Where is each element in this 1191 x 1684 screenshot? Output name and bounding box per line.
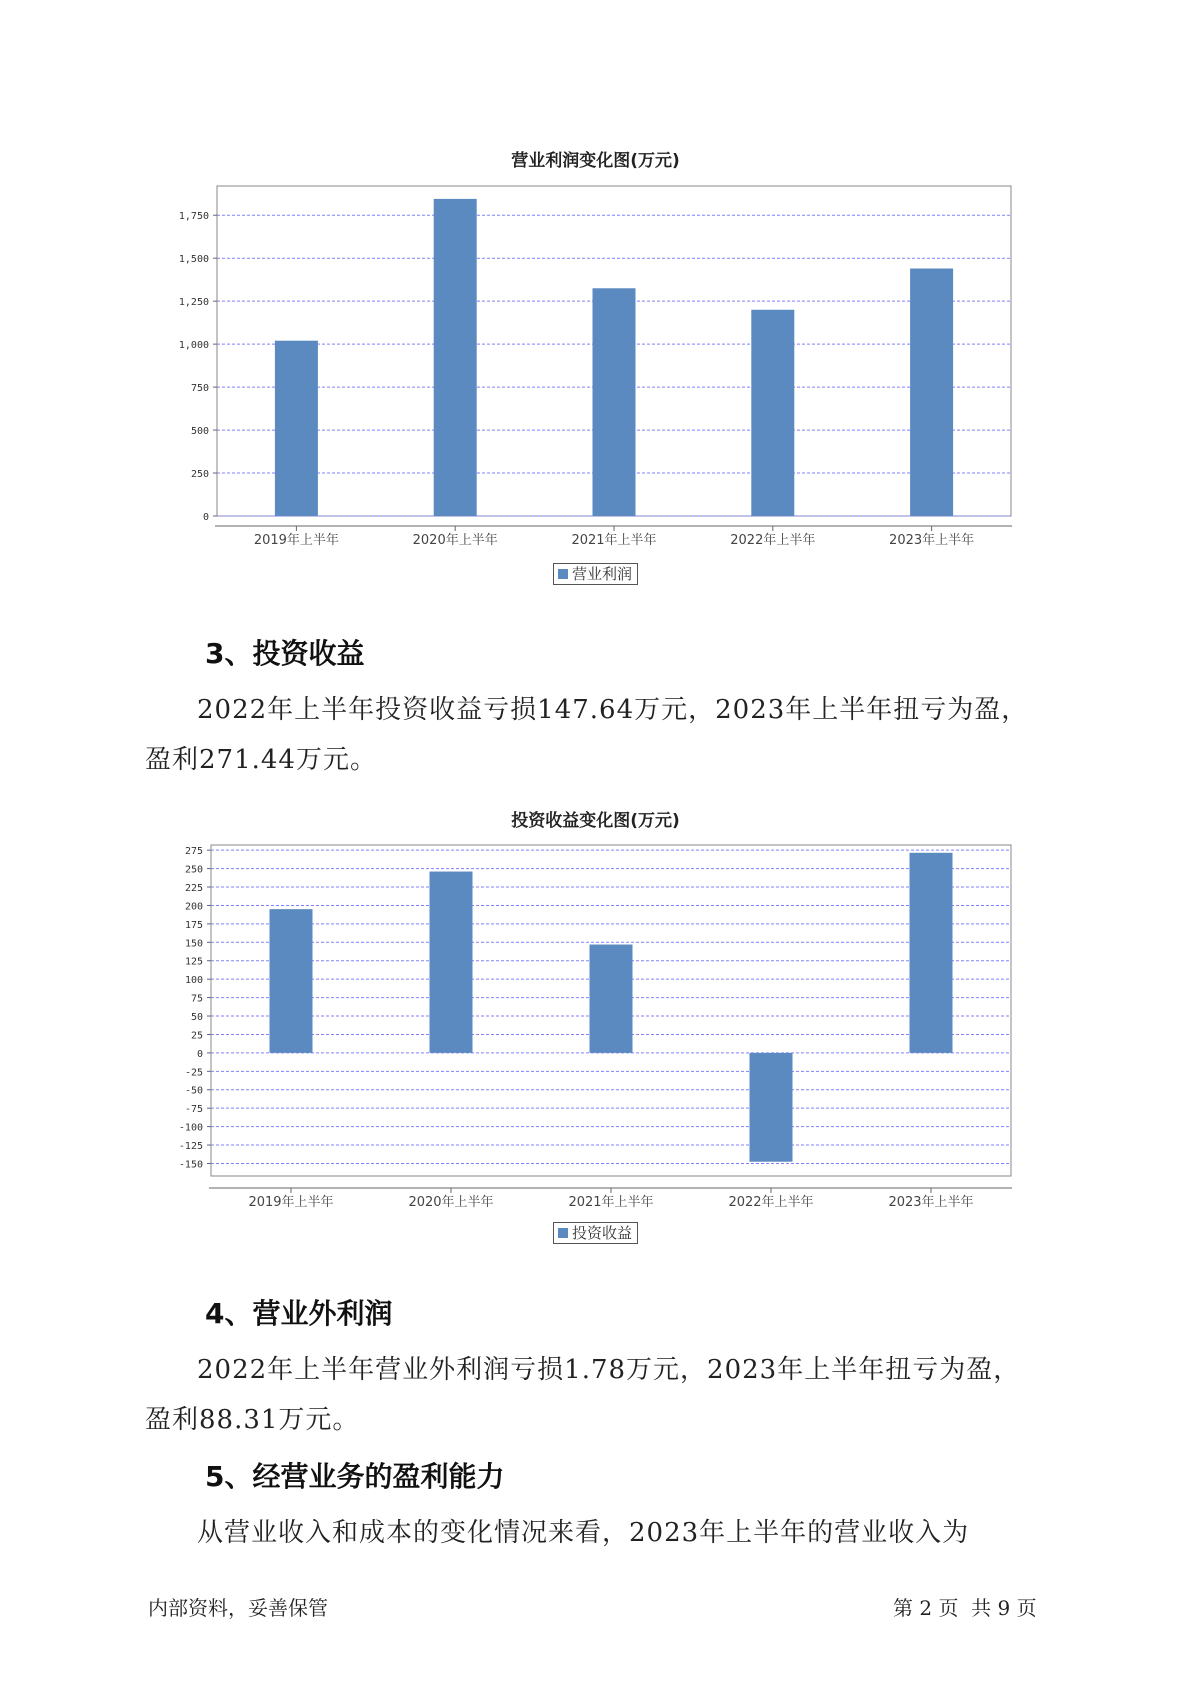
- chart2-ytick-label: 50: [190, 1012, 203, 1024]
- section-5-heading: 5、经营业务的盈利能力: [205, 1460, 505, 1493]
- chart2-bar: [910, 853, 953, 1053]
- chart2-xtick-label: 2020年上半年: [408, 1195, 494, 1210]
- chart2-legend[interactable]: [553, 1222, 638, 1244]
- section-3-paragraph: 2022年上半年投资收益亏损147.64万元，2023年上半年扭亏为盈，盈利271.44万元。: [145, 695, 1029, 775]
- chart2-ytick-label: 225: [184, 883, 203, 895]
- chart1-xtick-label: 2019年上半年: [253, 533, 339, 548]
- chart2-ytick-label: 0: [196, 1048, 203, 1060]
- chart2-ytick-label: -25: [184, 1067, 203, 1079]
- section-5-paragraph: 从营业收入和成本的变化情况来看，2023年上半年的营业收入为: [197, 1518, 970, 1548]
- section-3-heading: 3、投资收益: [205, 637, 365, 670]
- chart2-ytick-label: 125: [184, 956, 203, 968]
- chart2-ytick-label: -50: [184, 1085, 203, 1097]
- footer-left: 内部资料，妥善保管: [148, 1596, 328, 1620]
- chart1-ytick-label: 0: [202, 512, 209, 523]
- chart1-xtick-label: 2021年上半年: [571, 533, 657, 548]
- chart2-xtick-label: 2019年上半年: [248, 1195, 334, 1210]
- chart1-title: 营业利润变化图(万元): [511, 151, 680, 171]
- chart2-ytick-label: 250: [184, 864, 203, 876]
- chart1-ytick-label: 1,000: [178, 340, 209, 352]
- chart1-legend-label: 营业利润: [572, 565, 633, 583]
- chart2-ytick-label: 175: [184, 919, 203, 931]
- chart2-ytick-label: 25: [190, 1030, 203, 1042]
- chart2-ytick-label: 200: [184, 901, 203, 913]
- section-4-heading: 4、营业外利润: [205, 1297, 393, 1330]
- chart2-bar: [750, 1053, 793, 1162]
- chart2-ytick-label: 150: [184, 938, 203, 950]
- chart2-ytick-label: 75: [190, 993, 203, 1005]
- chart2-xtick-label: 2022年上半年: [728, 1195, 814, 1210]
- section-4-paragraph: 2022年上半年营业外利润亏损1.78万元，2023年上半年扭亏为盈，盈利88.31万元。: [145, 1355, 1021, 1435]
- chart2-ytick-label: 275: [184, 846, 203, 858]
- chart2-bar: [270, 909, 313, 1053]
- chart2-ytick-label: -100: [178, 1122, 203, 1134]
- chart2-xtick-label: 2021年上半年: [568, 1195, 654, 1210]
- footer-right: 第 2 页 共 9 页: [893, 1596, 1037, 1620]
- chart1-ytick-label: 500: [190, 426, 209, 438]
- legend-swatch: [558, 1228, 568, 1238]
- chart1-ytick-label: 250: [190, 469, 209, 481]
- chart1-xtick-label: 2022年上半年: [730, 533, 816, 548]
- chart1-ytick-label: 1,500: [178, 254, 209, 266]
- chart2-ytick-label: -125: [178, 1141, 203, 1153]
- chart2-ytick-label: -150: [178, 1159, 203, 1171]
- chart2-title: 投资收益变化图(万元): [511, 811, 680, 831]
- chart1-ytick-label: 750: [190, 383, 209, 395]
- chart2-bar: [590, 945, 633, 1053]
- chart2-bar: [430, 872, 473, 1053]
- chart2-ytick-label: -75: [184, 1104, 203, 1116]
- chart1-ytick-label: 1,250: [178, 297, 209, 309]
- chart2-xtick-label: 2023年上半年: [888, 1195, 974, 1210]
- chart2-ytick-label: 100: [184, 975, 203, 987]
- chart2-legend-label: 投资收益: [572, 1224, 633, 1242]
- chart1-ytick-label: 1,750: [178, 211, 209, 223]
- chart1-xtick-label: 2023年上半年: [889, 533, 975, 548]
- chart1-xtick-label: 2020年上半年: [412, 533, 498, 548]
